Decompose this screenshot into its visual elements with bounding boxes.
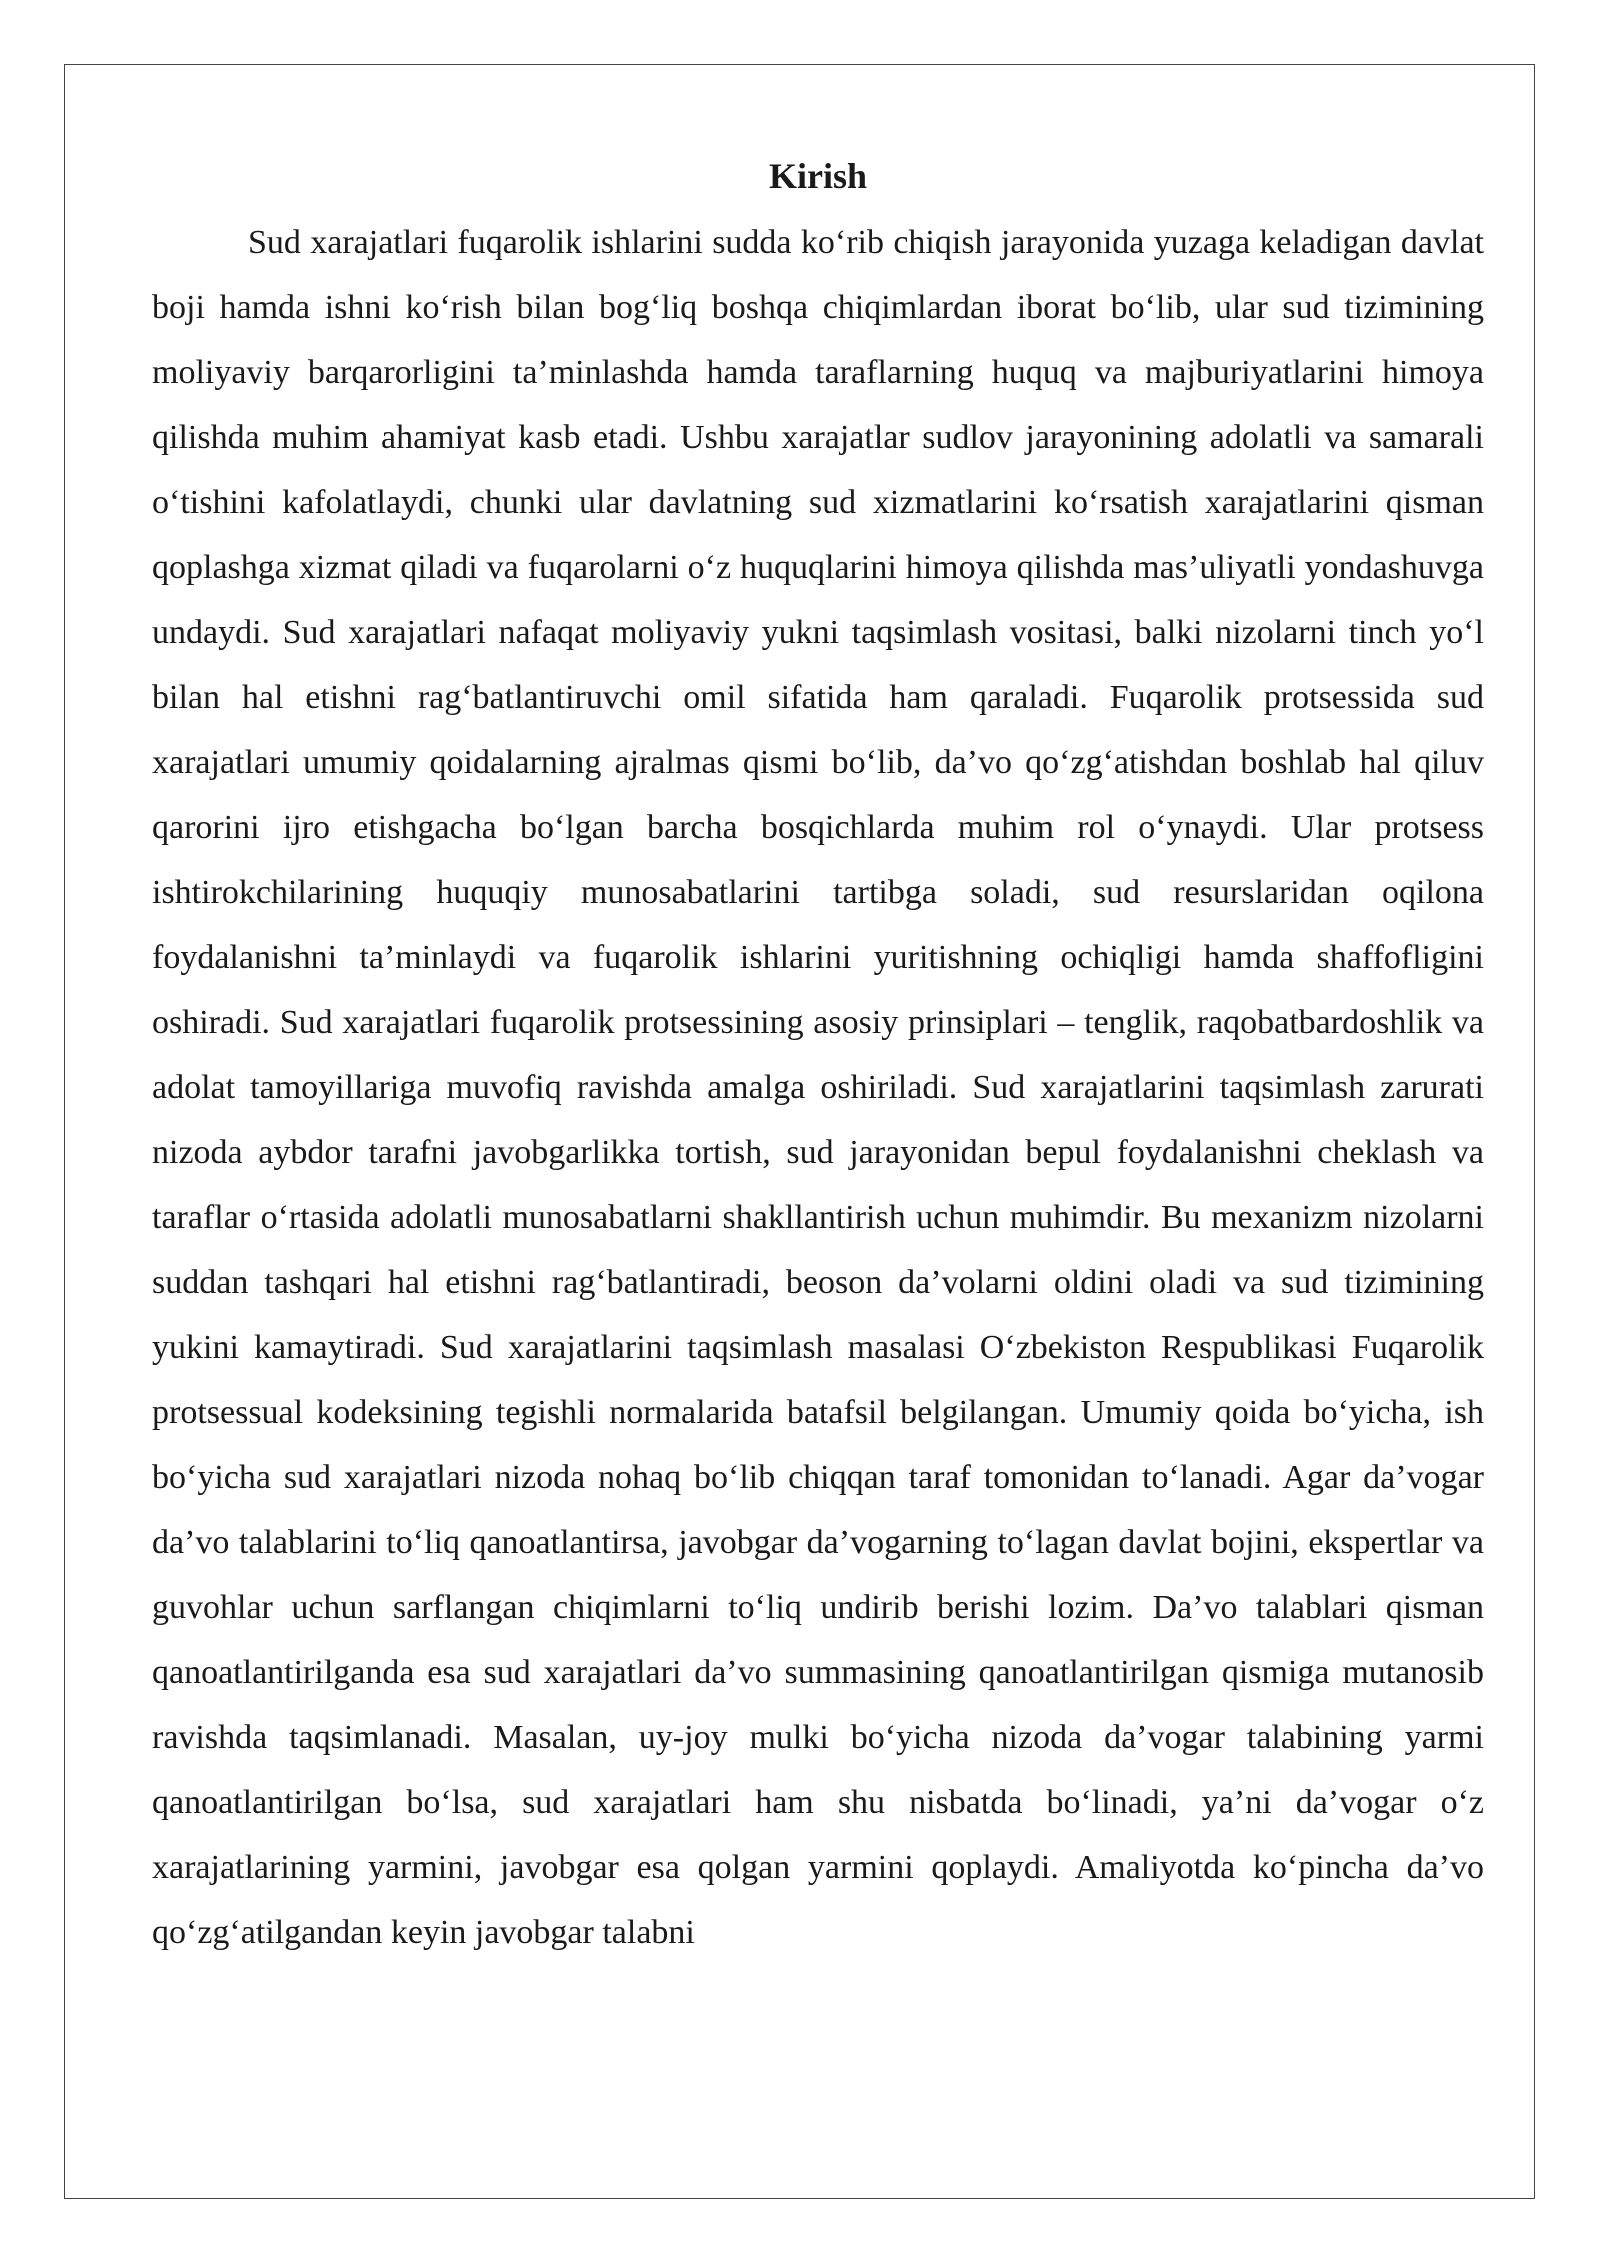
document-title: Kirish <box>768 156 867 196</box>
body-paragraph: Sud xarajatlari fuqarolik ishlarini sudda ko‘rib chiqish jarayonida yuzaga keladigan davlat boji hamda ishni ko‘rish bilan bog‘liq boshqa chiqimlardan iborat bo‘lib, ular sud tizimining moliyaviy barqarorligini ta’minlashda hamda taraflarning huquq va majburiyatlarini himoya qilishda muhim ahamiyat kasb etadi. Ushbu xarajatlar sudlov jarayonining adolatli va samarali o‘tishini kafolatlaydi, chunki ular davlatning sud xizmatlarini ko‘rsatish xarajatlarini qisman qoplashga xizmat qiladi va fuqarolarni o‘z huquqlarini himoya qilishda mas’uliyatli yondashuvga undaydi. Sud xarajatlari nafaqat moliyaviy yukni taqsimlash vositasi, balki nizolarni tinch yo‘l bilan hal etishni rag‘batlantiruvchi omil sifatida ham qaraladi. Fuqarolik protsessida sud xarajatlari umumiy qoidalarning ajralmas qismi bo‘lib, da’vo qo‘zg‘atishdan boshlab hal qiluv qarorini ijro etishgacha bo‘lgan barcha bosqichlarda muhim rol o‘ynaydi. Ular protsess ishtirokchilarining huquqiy munosabatlarini tartibga soladi, sud resurslaridan oqilona foydalanishni ta’minlaydi va fuqarolik ishlarini yuritishning ochiqligi hamda shaffofligini oshiradi. Sud xarajatlari fuqarolik protsessining asosiy prinsiplari – tenglik, raqobatbardoshlik va adolat tamoyillariga muvofiq ravishda amalga oshiriladi. Sud xarajatlarini taqsimlash zarurati nizoda aybdor tarafni javobgarlikka tortish, sud jarayonidan bepul foydalanishni cheklash va taraflar o‘rtasida adolatli munosabatlarni shakllantirish uchun muhimdir. Bu mexanizm nizolarni suddan tashqari hal etishni rag‘batlantiradi, beoson da’volarni oldini oladi va sud tizimining yukini kamaytiradi. Sud xarajatlarini taqsimlash masalasi O‘zbekiston Respublikasi Fuqarolik protsessual kodeksining tegishli normalarida batafsil belgilangan. Umumiy qoida bo‘yicha, ish bo‘yicha sud xarajatlari nizoda nohaq bo‘lib chiqqan taraf tomonidan to‘lanadi. Agar da’vogar da’vo talablarini to‘liq qanoatlantirsa, javobgar da’vogarning to‘lagan davlat bojini, ekspertlar va guvohlar uchun sarflangan chiqimlarni to‘liq undirib berishi lozim. Da’vo talablari qisman qanoatlantirilganda esa sud xarajatlari da’vo summasining qanoatlantirilgan qismiga mutanosib ravishda taqsimlanadi. Masalan, uy-joy mulki bo‘yicha nizoda da’vogar talabining yarmi qanoatlantirilgan bo‘lsa, sud xarajatlari ham shu nisbatda bo‘linadi, ya’ni da’vogar o‘z xarajatlarining yarmini, javobgar esa qolgan yarmini qoplaydi. Amaliyotda ko‘pincha da’vo qo‘zg‘atilgandan keyin javobgar talabni <box>152 224 1484 1951</box>
document-body <box>152 148 1484 1965</box>
